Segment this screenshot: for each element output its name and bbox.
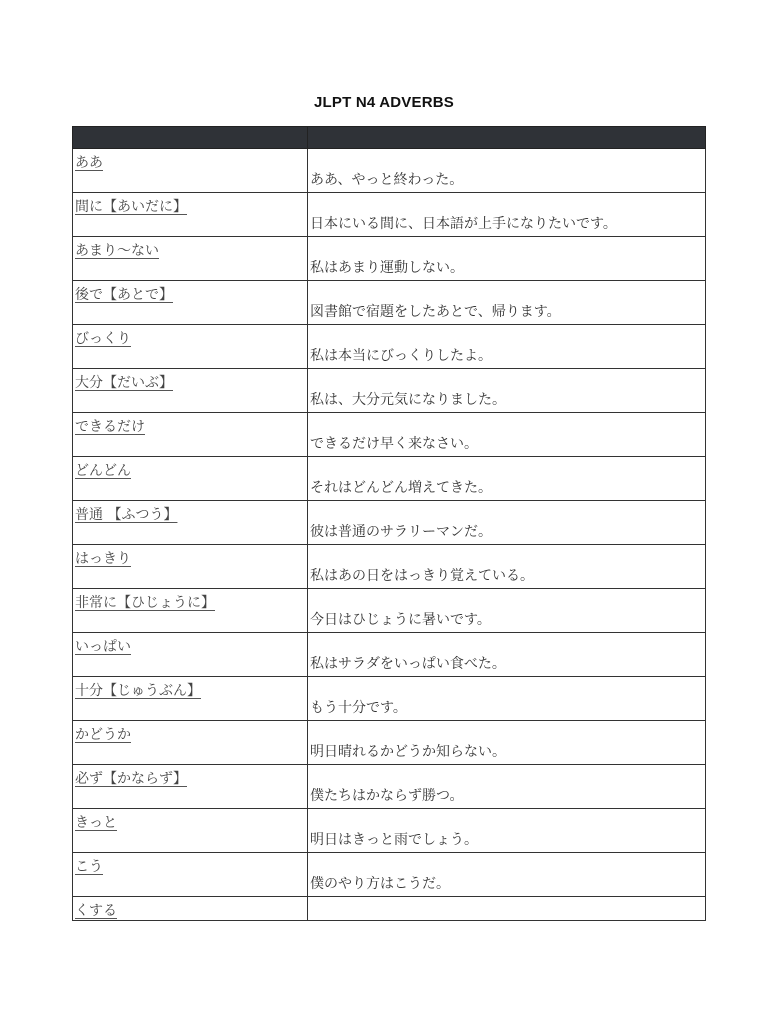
example-sentence: 僕たちはかならず勝つ。 <box>310 788 464 804</box>
table-row <box>73 721 706 765</box>
word-link[interactable]: あまり〜ない <box>75 243 159 259</box>
word-cell <box>73 853 308 897</box>
word-link[interactable]: びっくり <box>75 331 131 347</box>
example-cell <box>308 149 706 193</box>
example-cell <box>308 237 706 281</box>
header-cell-word <box>73 127 308 149</box>
word-cell <box>73 765 308 809</box>
word-cell <box>73 413 308 457</box>
word-cell <box>73 677 308 721</box>
word-cell <box>73 281 308 325</box>
table-row <box>73 501 706 545</box>
table-row <box>73 809 706 853</box>
example-cell <box>308 325 706 369</box>
table-row <box>73 897 706 921</box>
table-row <box>73 633 706 677</box>
table-row <box>73 369 706 413</box>
example-sentence: 私はあまり運動しない。 <box>310 260 464 276</box>
word-link[interactable]: 後で【あとで】 <box>75 287 173 303</box>
example-sentence: 私は、大分元気になりました。 <box>310 392 506 408</box>
word-link[interactable]: はっきり <box>75 551 131 567</box>
word-link[interactable]: 間に【あいだに】 <box>75 199 187 215</box>
word-cell <box>73 501 308 545</box>
example-cell <box>308 853 706 897</box>
table-row <box>73 853 706 897</box>
example-cell <box>308 677 706 721</box>
table-row <box>73 589 706 633</box>
example-cell <box>308 413 706 457</box>
word-cell <box>73 589 308 633</box>
table-row <box>73 281 706 325</box>
example-sentence: それはどんどん増えてきた。 <box>310 480 492 496</box>
example-sentence: できるだけ早く来なさい。 <box>310 436 478 452</box>
example-cell <box>308 457 706 501</box>
example-cell <box>308 721 706 765</box>
word-link[interactable]: ああ <box>75 155 103 171</box>
word-link[interactable]: 普通 【ふつう】 <box>75 507 178 523</box>
word-link[interactable]: かどうか <box>75 727 131 743</box>
page-title: JLPT N4 ADVERBS <box>314 94 454 111</box>
word-cell <box>73 457 308 501</box>
example-cell <box>308 589 706 633</box>
word-link[interactable]: 必ず【かならず】 <box>75 771 187 787</box>
example-sentence: もう十分です。 <box>310 700 407 716</box>
example-sentence: 私は本当にびっくりしたよ。 <box>310 348 492 364</box>
example-cell <box>308 633 706 677</box>
word-cell <box>73 809 308 853</box>
word-link[interactable]: きっと <box>75 815 117 831</box>
table-row <box>73 149 706 193</box>
example-cell <box>308 193 706 237</box>
adverbs-table <box>72 126 706 921</box>
word-cell <box>73 193 308 237</box>
word-cell <box>73 897 308 921</box>
word-cell <box>73 237 308 281</box>
word-cell <box>73 149 308 193</box>
table-row <box>73 325 706 369</box>
example-sentence: 明日晴れるかどうか知らない。 <box>310 744 506 760</box>
table-row <box>73 413 706 457</box>
example-cell <box>308 501 706 545</box>
example-cell <box>308 897 706 921</box>
example-cell <box>308 281 706 325</box>
example-sentence: 僕のやり方はこうだ。 <box>310 876 450 892</box>
table-row <box>73 193 706 237</box>
table-row <box>73 545 706 589</box>
word-link[interactable]: いっぱい <box>75 639 131 655</box>
word-cell <box>73 325 308 369</box>
word-cell <box>73 369 308 413</box>
example-sentence: 私はあの日をはっきり覚えている。 <box>310 568 534 584</box>
table-row <box>73 237 706 281</box>
word-cell <box>73 633 308 677</box>
word-cell <box>73 721 308 765</box>
example-sentence: 彼は普通のサラリーマンだ。 <box>310 524 492 540</box>
word-link[interactable]: くする <box>75 903 117 919</box>
example-cell <box>308 765 706 809</box>
example-cell <box>308 545 706 589</box>
table-row <box>73 765 706 809</box>
example-sentence: 今日はひじょうに暑いです。 <box>310 612 491 628</box>
word-link[interactable]: 大分【だいぶ】 <box>75 375 173 391</box>
word-cell <box>73 545 308 589</box>
table-row <box>73 677 706 721</box>
word-link[interactable]: 十分【じゅうぶん】 <box>75 683 201 699</box>
word-link[interactable]: 非常に【ひじょうに】 <box>75 595 215 611</box>
table-header-row <box>73 127 706 149</box>
word-link[interactable]: できるだけ <box>75 419 145 435</box>
example-sentence: 私はサラダをいっぱい食べた。 <box>310 656 506 672</box>
example-sentence: ああ、やっと終わった。 <box>310 172 464 188</box>
example-sentence: 日本にいる間に、日本語が上手になりたいです。 <box>310 216 617 232</box>
example-cell <box>308 369 706 413</box>
example-sentence: 図書館で宿題をしたあとで、帰ります。 <box>310 304 561 320</box>
header-cell-example <box>308 127 706 149</box>
example-sentence: 明日はきっと雨でしょう。 <box>310 832 478 848</box>
word-link[interactable]: どんどん <box>75 463 131 479</box>
word-link[interactable]: こう <box>75 859 103 875</box>
table-row <box>73 457 706 501</box>
example-cell <box>308 809 706 853</box>
